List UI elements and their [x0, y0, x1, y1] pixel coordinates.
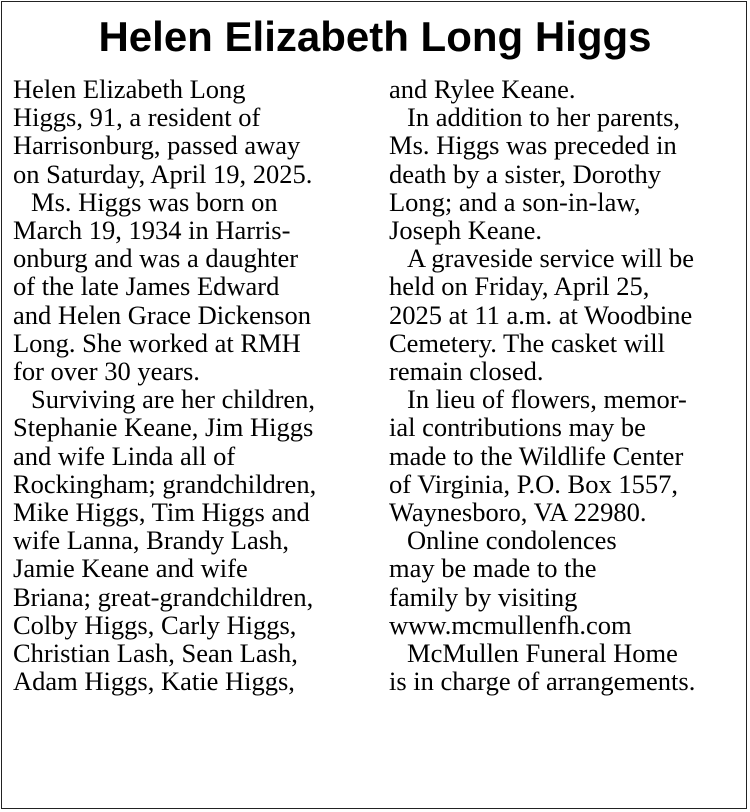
- obituary-title: Helen Elizabeth Long Higgs: [98, 13, 652, 60]
- text-line: for over 30 years.: [13, 356, 200, 387]
- text-line: Cemetery. The casket will: [389, 327, 665, 358]
- text-line: death by a sister, Dorothy: [389, 158, 661, 189]
- text-line: ial contributions may be: [389, 412, 646, 443]
- text-line: on Saturday, April 19, 2025.: [13, 158, 313, 189]
- text-line: 2025 at 11 a.m. at Woodbine: [389, 299, 693, 330]
- text-line: In lieu of flowers, memor-: [407, 384, 687, 415]
- text-line: Higgs, 91, a resident of: [13, 102, 261, 133]
- text-line: Briana; great-grandchildren,: [13, 581, 314, 612]
- text-line: Ms. Higgs was born on: [31, 186, 278, 217]
- text-line: family by visiting: [389, 581, 578, 612]
- text-line: Mike Higgs, Tim Higgs and: [13, 497, 310, 528]
- text-line: In addition to her parents,: [407, 102, 681, 133]
- text-line: Ms. Higgs was preceded in: [389, 130, 677, 161]
- text-line: may be made to the: [389, 553, 597, 584]
- text-line: of the late James Edward: [13, 271, 280, 302]
- text-line: Adam Higgs, Katie Higgs,: [13, 666, 295, 697]
- text-line: Harrisonburg, passed away: [13, 130, 301, 161]
- text-line: March 19, 1934 in Harris-: [13, 215, 291, 246]
- text-line: Online condolences: [407, 525, 617, 556]
- text-line: and Helen Grace Dickenson: [13, 299, 311, 330]
- text-line: Surviving are her children,: [31, 384, 316, 415]
- text-line: remain closed.: [389, 356, 544, 387]
- text-line: A graveside service will be: [407, 243, 694, 274]
- text-line: onburg and was a daughter: [13, 243, 299, 274]
- text-line: Long. She worked at RMH: [13, 327, 301, 358]
- right-column: [389, 75, 744, 695]
- text-line: Stephanie Keane, Jim Higgs: [13, 412, 314, 443]
- text-line: www.mcmullenfh.com: [389, 609, 632, 640]
- text-line: made to the Wildlife Center: [389, 440, 684, 471]
- text-line: of Virginia, P.O. Box 1557,: [389, 468, 678, 499]
- text-line: Rockingham; grandchildren,: [13, 468, 317, 499]
- text-line: Colby Higgs, Carly Higgs,: [13, 609, 297, 640]
- text-line: held on Friday, April 25,: [389, 271, 650, 302]
- text-line: is in charge of arrangements.: [389, 666, 696, 697]
- text-line: and Rylee Keane.: [389, 74, 576, 104]
- obituary-frame: [1, 1, 747, 809]
- text-line: and wife Linda all of: [13, 440, 236, 471]
- text-line: Helen Elizabeth Long: [13, 74, 246, 104]
- text-line: Waynesboro, VA 22980.: [389, 497, 647, 528]
- text-line: Long; and a son-in-law,: [389, 186, 641, 217]
- text-line: Jamie Keane and wife: [13, 553, 248, 584]
- left-column: [13, 75, 383, 695]
- text-line: Joseph Keane.: [389, 215, 543, 246]
- text-line: McMullen Funeral Home: [407, 638, 678, 669]
- text-line: Christian Lash, Sean Lash,: [13, 638, 298, 669]
- text-line: wife Lanna, Brandy Lash,: [13, 525, 289, 556]
